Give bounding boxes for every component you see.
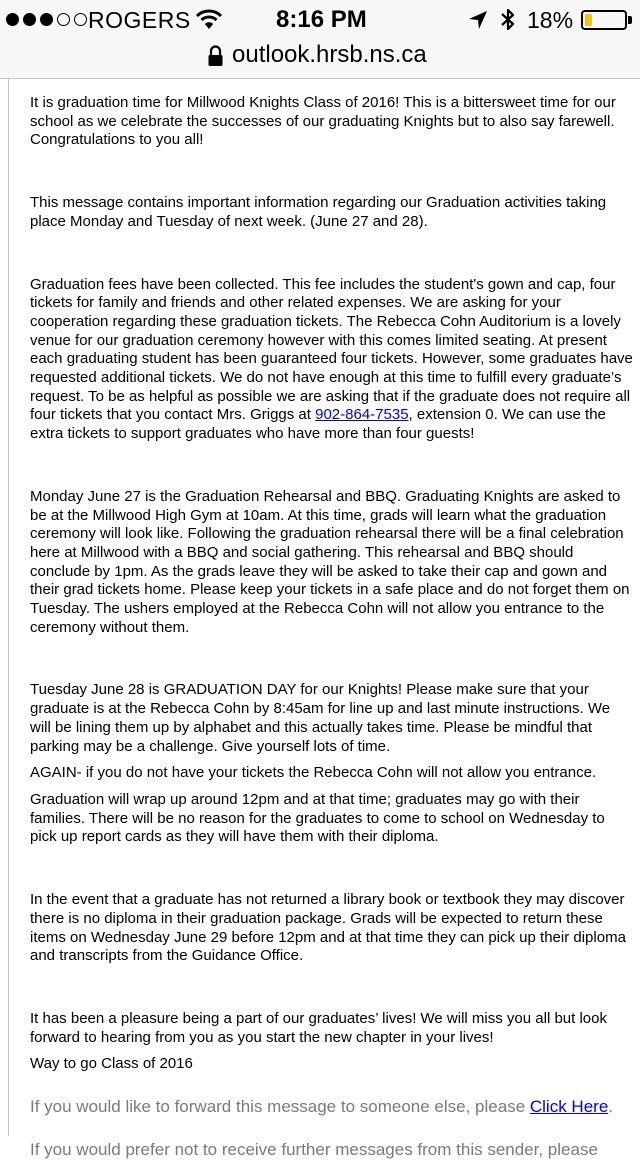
bluetooth-icon [500,7,516,38]
battery-percent: 18% [527,7,574,33]
rehearsal-paragraph: Monday June 27 is the Graduation Rehearsal and BBQ. Graduating Knights are asked to be at the Millwood High Gym at 10am. At this time, grads will learn what the graduation ceremony will look like. Following the graduation rehearsal there will be a final celebration here at Millwood with a BBQ and social gathering. This rehearsal and BBQ should conclude by 1pm. As the grads leave they will be asked to take their cap and gown and their grad tickets home. Please keep your tickets in a safe place and do not forget them on Tuesday. The ushers employed at the Rebecca Cohn will not allow you entrance to the ceremony without them. [30,487,630,636]
cellular-signal-icon [6,13,87,26]
graduation-day-paragraph: Tuesday June 28 is GRADUATION DAY for our Knights! Please make sure that your graduate is at the Rebecca Cohn by 8:45am for line up and last minute instructions. We will be lining them up by alphabet and this actually takes time. Please be mindful that parking may be a challenge. Give yourself lots of time. [30,681,611,755]
battery-icon [581,10,627,30]
forward-period: . [608,1097,614,1117]
battery-tip [628,16,632,24]
browser-address-bar[interactable] [0,40,640,79]
click-here-link[interactable]: Click Here [529,1097,609,1117]
sign-off: Way to go Class of 2016 [30,1055,193,1073]
wifi-icon [196,8,222,36]
unsubscribe-notice: If you would prefer not to receive further messages from this sender, please [30,1140,598,1160]
email-body [30,94,635,1160]
farewell-paragraph: It has been a pleasure being a part of our graduates’ lives! We will miss you all but look forward to hearing from you as you start the new chapter in your lives! [30,1009,607,1046]
phone-link[interactable]: 902-864-7535 [315,406,409,424]
battery-fill [585,14,592,26]
location-arrow-icon [468,9,488,36]
tickets-text-end: , extension 0. We can use the extra tickets to support graduates who have more than four guests! [30,406,606,443]
wrap-up-paragraph: Graduation will wrap up around 12pm and at that time; graduates may go with their families. There will be no reason for the graduates to come to school on Wednesday to pick up report cards as they will have them with their diploma. [30,790,605,846]
tickets-paragraph [30,276,635,444]
tickets-reminder-paragraph: AGAIN- if you do not have your tickets the Rebecca Cohn will not allow you entrance. [30,764,597,782]
info-paragraph: This message contains important information regarding our Graduation activities taking place Monday and Tuesday of next week. (June 27 and 28). [30,194,607,230]
intro-paragraph: It is graduation time for Millwood Knights Class of 2016! This is a bittersweet time for our school as we celebrate the successes of our graduating Knights but to also say farewell. Congratulations to you all! [30,94,616,149]
status-bar [0,0,640,40]
carrier-name: ROGERS [88,7,191,33]
url-text[interactable]: outlook.hrsb.ns.ca [232,41,427,68]
tickets-text: Graduation fees have been collected. This fee includes the student's gown and cap, four tickets for family and friends and other related expenses. We are asking for your cooperation regarding these graduation tickets. The Rebecca Cohn Auditorium is a lovely venue for our graduation ceremony however with this comes limited seating. At present each graduating student has been guaranteed four tickets. However, some graduates have requested additional tickets. We do not have enough at this time to fulfill every graduate’s request. To be as helpful as possible we are asking that if the graduate does not require all four tickets that you contact Mrs. Griggs at [30,275,633,424]
quote-divider [8,79,9,1136]
forward-text: If you would like to forward this message to someone else, please [30,1097,530,1117]
forward-notice [30,1096,635,1117]
lock-icon [207,43,224,73]
library-paragraph: In the event that a graduate has not returned a library book or textbook they may discover there is no diploma in their graduation package. Grads will be expected to return these items on Wednesday June 29 before 12pm and at that time they can pick up their diploma and transcripts from the Guidance Office. [30,891,626,965]
status-clock: 8:16 PM [276,6,367,33]
